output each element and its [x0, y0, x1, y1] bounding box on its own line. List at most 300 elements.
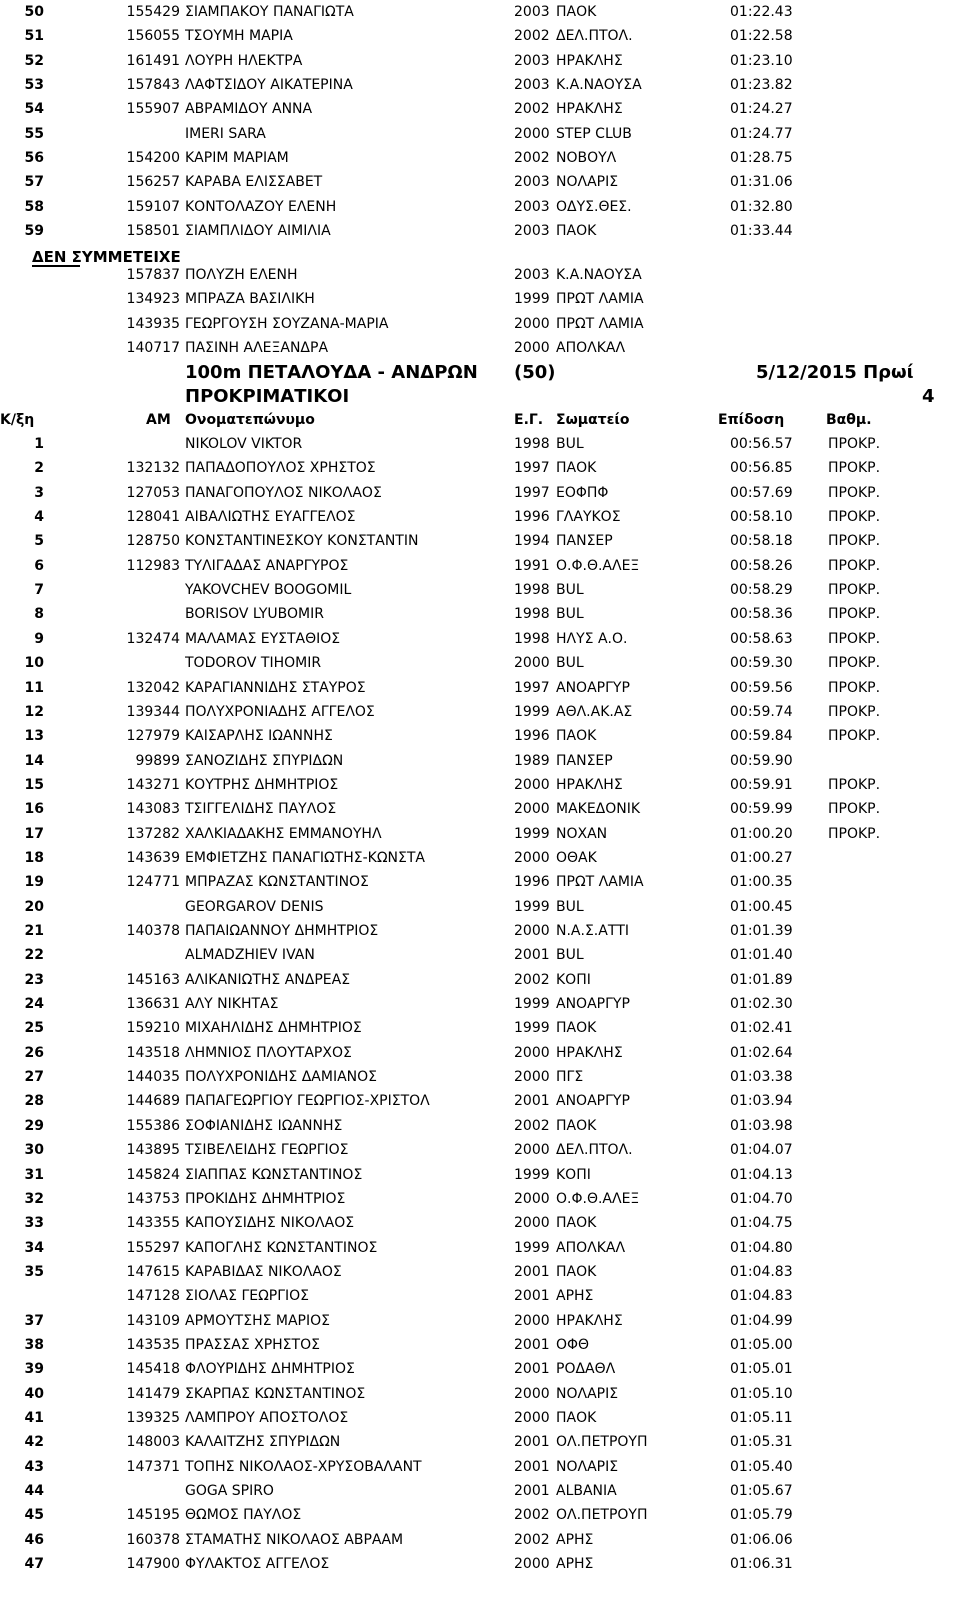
cell-time: 01:04.70 — [730, 1190, 793, 1207]
cell-time: 01:03.94 — [730, 1093, 793, 1110]
cell-club: ΗΡΑΚΛΗΣ — [556, 1044, 623, 1061]
table-row — [0, 24, 960, 48]
cell-rank: 28 — [24, 1093, 44, 1110]
cell-time: 01:03.98 — [730, 1117, 793, 1134]
cell-am: 136631 — [126, 996, 180, 1013]
cell-name: TODOROV TIHOMIR — [185, 655, 322, 672]
cell-club: ΗΛΥΣ Α.Ο. — [556, 630, 628, 647]
table-row — [0, 870, 960, 894]
cell-name: ΣΙΟΛΑΣ ΓΕΩΡΓΙΟΣ — [185, 1288, 310, 1305]
cell-year: 2003 — [514, 267, 550, 283]
cell-name: ΚΑΡΙΜ ΜΑΡΙΑΜ — [185, 150, 289, 167]
cell-rank: 8 — [34, 606, 44, 623]
cell-am: 147615 — [126, 1263, 180, 1280]
cell-time: 00:59.74 — [730, 703, 793, 720]
cell-rank: 53 — [24, 77, 44, 94]
cell-year: 2000 — [514, 315, 550, 332]
cell-name: ΜΠΡΑΖΑΣ ΚΩΝΣΤΑΝΤΙΝΟΣ — [185, 874, 369, 891]
cell-am: 147900 — [126, 1556, 180, 1573]
cell-am: 147128 — [126, 1288, 180, 1305]
cell-qual: ΠΡΟΚΡ. — [828, 484, 881, 501]
cell-club: ΑΡΗΣ — [556, 1556, 594, 1573]
cell-year: 2003 — [514, 4, 550, 20]
event-session: 4 — [922, 386, 935, 407]
cell-year: 2001 — [514, 1361, 550, 1378]
cell-name: ΚΑΠΟΥΣΙΔΗΣ ΝΙΚΟΛΑΟΣ — [185, 1215, 355, 1232]
cell-rank: 59 — [24, 223, 44, 240]
cell-time: 01:00.20 — [730, 825, 793, 842]
table-row — [0, 943, 960, 967]
cell-name: ΜΑΛΑΜΑΣ ΕΥΣΤΑΘΙΟΣ — [185, 630, 341, 647]
cell-qual: ΠΡΟΚΡ. — [828, 801, 881, 818]
cell-name: ΑΛΥ ΝΙΚΗΤΑΣ — [185, 996, 279, 1013]
cell-name: ΚΑΡΑΒΑ ΕΛΙΣΣΑΒΕΤ — [185, 174, 323, 191]
cell-time: 01:05.01 — [730, 1361, 793, 1378]
table-row — [0, 1357, 960, 1381]
cell-club: ΑΡΗΣ — [556, 1531, 594, 1548]
cell-time: 01:00.27 — [730, 849, 793, 866]
table-row — [0, 432, 960, 456]
event-stage: ΠΡΟΚΡΙΜΑΤΙΚΟΙ — [185, 386, 350, 407]
cell-name: GEORGAROV DENIS — [185, 898, 324, 915]
table-row — [0, 1114, 960, 1138]
cell-rank: 32 — [24, 1190, 44, 1207]
cell-club: ΑΝΟΑΡΓΥΡ — [556, 679, 630, 696]
table-row — [0, 627, 960, 651]
cell-am: 143753 — [126, 1190, 180, 1207]
cell-am: 155297 — [126, 1239, 180, 1256]
cell-name: ΦΛΟΥΡΙΔΗΣ ΔΗΜΗΤΡΙΟΣ — [185, 1361, 355, 1378]
table-row — [0, 1552, 960, 1576]
cell-time: 00:59.30 — [730, 655, 793, 672]
cell-am: 154200 — [126, 150, 180, 167]
cell-name: ΣΑΝΟΖΙΔΗΣ ΣΠΥΡΙΔΩΝ — [185, 752, 344, 769]
cell-year: 2000 — [514, 1044, 550, 1061]
cell-time: 01:04.83 — [730, 1288, 793, 1305]
cell-name: ΠΑΣΙΝΗ ΑΛΕΞΑΝΔΡΑ — [185, 340, 329, 357]
table-row — [0, 992, 960, 1016]
cell-club: Ο.Φ.Θ.ΑΛΕΞ — [556, 1190, 640, 1207]
cell-qual: ΠΡΟΚΡ. — [828, 557, 881, 574]
cell-am: 112983 — [126, 557, 180, 574]
cell-club: ΠΑΟΚ — [556, 1215, 597, 1232]
cell-name: ΠΟΛΥΧΡΟΝΙΔΗΣ ΔΑΜΙΑΝΟΣ — [185, 1069, 378, 1086]
cell-time: 01:05.79 — [730, 1507, 793, 1524]
cell-name: ALMADZHIEV IVAN — [185, 947, 315, 964]
cell-year: 2003 — [514, 174, 550, 191]
cell-year: 1999 — [514, 703, 550, 720]
table-row — [0, 1187, 960, 1211]
cell-am: 156257 — [126, 174, 180, 191]
table-row — [0, 1163, 960, 1187]
cell-am: 158501 — [126, 223, 180, 240]
cell-club: ALBANIA — [556, 1483, 617, 1500]
cell-year: 2000 — [514, 1385, 550, 1402]
table-row — [0, 1382, 960, 1406]
cell-year: 2002 — [514, 971, 550, 988]
cell-name: ΠΑΠΑΔΟΠΟΥΛΟΣ ΧΡΗΣΤΟΣ — [185, 460, 376, 477]
cell-am: 132042 — [126, 679, 180, 696]
cell-am: 143895 — [126, 1142, 180, 1159]
cell-qual: ΠΡΟΚΡ. — [828, 703, 881, 720]
cell-name: ΑΙΒΑΛΙΩΤΗΣ ΕΥΑΓΓΕΛΟΣ — [185, 509, 356, 526]
cell-am: 99899 — [135, 752, 180, 769]
cell-time: 01:06.31 — [730, 1556, 793, 1573]
cell-club: ΕΟΦΠΦ — [556, 484, 609, 501]
cell-time: 01:24.27 — [730, 101, 793, 118]
cell-year: 2000 — [514, 1142, 550, 1159]
cell-time: 01:33.44 — [730, 223, 793, 240]
cell-am: 159210 — [126, 1020, 180, 1037]
cell-club: ΑΘΛ.ΑΚ.ΑΣ — [556, 703, 633, 720]
cell-club: ΠΡΩΤ ΛΑΜΙΑ — [556, 315, 644, 332]
cell-year: 1998 — [514, 436, 550, 452]
cell-club: ΠΑΟΚ — [556, 1263, 597, 1280]
cell-rank: 35 — [24, 1263, 44, 1280]
cell-time: 00:58.26 — [730, 557, 793, 574]
table-row — [0, 895, 960, 919]
header-name: Ονοματεπώνυμο — [185, 412, 315, 428]
cell-qual: ΠΡΟΚΡ. — [828, 825, 881, 842]
cell-rank: 21 — [24, 923, 44, 939]
table-row — [0, 1528, 960, 1552]
cell-name: ΚΑΡΑΒΙΔΑΣ ΝΙΚΟΛΑΟΣ — [185, 1263, 342, 1280]
table-row — [0, 1430, 960, 1454]
table-row — [0, 846, 960, 870]
table-row — [0, 1260, 960, 1284]
cell-time: 01:01.89 — [730, 971, 793, 988]
table-row — [0, 1333, 960, 1357]
cell-name: ΚΑΛΑΙΤΖΗΣ ΣΠΥΡΙΔΩΝ — [185, 1434, 341, 1451]
header-time: Επίδοση — [718, 412, 785, 428]
table-row — [0, 505, 960, 529]
cell-club: ΝΟΧΑΝ — [556, 825, 608, 842]
cell-rank: 58 — [24, 198, 44, 215]
cell-year: 2002 — [514, 101, 550, 118]
cell-year: 2000 — [514, 1410, 550, 1426]
table-row — [0, 287, 960, 311]
cell-time: 01:04.75 — [730, 1215, 793, 1232]
cell-time: 00:59.84 — [730, 728, 793, 745]
cell-club: ΗΡΑΚΛΗΣ — [556, 101, 623, 118]
cell-rank: 37 — [24, 1312, 44, 1329]
table-row — [0, 1089, 960, 1113]
cell-time: 01:05.31 — [730, 1434, 793, 1451]
table-row — [0, 195, 960, 219]
cell-rank: 38 — [24, 1336, 44, 1353]
cell-rank: 22 — [24, 947, 44, 964]
cell-name: ΑΡΜΟΥΤΣΗΣ ΜΑΡΙΟΣ — [185, 1312, 330, 1329]
cell-rank: 3 — [34, 484, 44, 501]
cell-rank: 40 — [24, 1385, 44, 1402]
cell-rank: 11 — [24, 679, 44, 696]
cell-rank: 15 — [24, 776, 44, 793]
cell-am: 143271 — [126, 776, 180, 793]
cell-time: 00:58.29 — [730, 582, 793, 599]
cell-time: 01:02.41 — [730, 1020, 793, 1037]
table-row — [0, 749, 960, 773]
cell-year: 1999 — [514, 996, 550, 1013]
cell-rank: 46 — [24, 1531, 44, 1548]
cell-am: 145418 — [126, 1361, 180, 1378]
cell-name: ΛΗΜΝΙΟΣ ΠΛΟΥΤΑΡΧΟΣ — [185, 1044, 352, 1061]
dns-section-label: ΔΕΝ ΣΥΜΜΕΤΕΙΧΕ — [32, 248, 181, 266]
cell-club: ΠΑΝΣΕΡ — [556, 752, 613, 769]
cell-club: ΑΝΟΑΡΓΥΡ — [556, 996, 630, 1013]
cell-club: BUL — [556, 606, 584, 623]
event-title: 100m ΠΕΤΑΛΟΥΔΑ - ΑΝΔΡΩΝ — [185, 362, 478, 383]
cell-qual: ΠΡΟΚΡ. — [828, 630, 881, 647]
cell-year: 2001 — [514, 947, 550, 964]
cell-qual: ΠΡΟΚΡ. — [828, 460, 881, 477]
cell-time: 01:01.39 — [730, 923, 793, 939]
cell-rank: 44 — [24, 1483, 44, 1500]
cell-rank: 26 — [24, 1044, 44, 1061]
cell-am: 132132 — [126, 460, 180, 477]
cell-name: ΚΑΙΣΑΡΛΗΣ ΙΩΑΝΝΗΣ — [185, 728, 333, 745]
cell-name: ΣΚΑΡΠΑΣ ΚΩΝΣΤΑΝΤΙΝΟΣ — [185, 1385, 366, 1402]
cell-time: 00:56.85 — [730, 460, 793, 477]
cell-am: 127053 — [126, 484, 180, 501]
cell-name: ΚΟΥΤΡΗΣ ΔΗΜΗΤΡΙΟΣ — [185, 776, 339, 793]
cell-name: ΠΑΝΑΓΟΠΟΥΛΟΣ ΝΙΚΟΛΑΟΣ — [185, 484, 382, 501]
cell-year: 1996 — [514, 509, 550, 526]
table-row — [0, 49, 960, 73]
cell-am: 132474 — [126, 630, 180, 647]
cell-year: 1998 — [514, 606, 550, 623]
cell-year: 2001 — [514, 1336, 550, 1353]
table-row — [0, 456, 960, 480]
table-row — [0, 97, 960, 121]
cell-club: ΗΡΑΚΛΗΣ — [556, 776, 623, 793]
cell-year: 1998 — [514, 582, 550, 599]
cell-name: ΘΩΜΟΣ ΠΑΥΛΟΣ — [185, 1507, 302, 1524]
cell-time: 01:05.00 — [730, 1336, 793, 1353]
cell-time: 01:00.35 — [730, 874, 793, 891]
cell-name: ΣΙΑΠΠΑΣ ΚΩΝΣΤΑΝΤΙΝΟΣ — [185, 1166, 363, 1183]
table-row — [0, 336, 960, 360]
cell-rank: 23 — [24, 971, 44, 988]
cell-club: ΑΠΟΛΚΑΛ — [556, 340, 626, 357]
cell-name: ΑΒΡΑΜΙΔΟΥ ΑΝΝΑ — [185, 101, 313, 118]
cell-name: ΣΟΦΙΑΝΙΔΗΣ ΙΩΑΝΝΗΣ — [185, 1117, 343, 1134]
cell-club: ΟΘΑΚ — [556, 849, 597, 866]
cell-year: 1997 — [514, 484, 550, 501]
cell-club: ΑΠΟΛΚΑΛ — [556, 1239, 626, 1256]
cell-time: 01:04.99 — [730, 1312, 793, 1329]
cell-am: 143518 — [126, 1044, 180, 1061]
cell-time: 01:05.40 — [730, 1458, 793, 1475]
cell-time: 01:32.80 — [730, 198, 793, 215]
cell-time: 01:04.13 — [730, 1166, 793, 1183]
cell-name: ΚΑΡΑΓΙΑΝΝΙΔΗΣ ΣΤΑΥΡΟΣ — [185, 679, 366, 696]
cell-am: 124771 — [126, 874, 180, 891]
cell-name: ΚΟΝΣΤΑΝΤΙΝΕΣΚΟΥ ΚΟΝΣΤΑΝΤΙΝ — [185, 533, 419, 550]
cell-name: ΤΣΙΒΕΛΕΙΔΗΣ ΓΕΩΡΓΙΟΣ — [185, 1142, 349, 1159]
cell-qual: ΠΡΟΚΡ. — [828, 533, 881, 550]
table-row — [0, 1065, 960, 1089]
cell-time: 01:23.82 — [730, 77, 793, 94]
cell-club: BUL — [556, 436, 584, 452]
cell-time: 01:04.80 — [730, 1239, 793, 1256]
cell-rank: 47 — [24, 1556, 44, 1573]
cell-name: ΚΑΠΟΓΛΗΣ ΚΩΝΣΤΑΝΤΙΝΟΣ — [185, 1239, 378, 1256]
cell-year: 2000 — [514, 1215, 550, 1232]
cell-club: ΟΛ.ΠΕΤΡΟΥΠ — [556, 1507, 648, 1524]
table-row — [0, 263, 960, 287]
cell-time: 00:57.69 — [730, 484, 793, 501]
cell-club: ΑΡΗΣ — [556, 1288, 594, 1305]
cell-am: 128041 — [126, 509, 180, 526]
table-row — [0, 0, 960, 24]
cell-club: BUL — [556, 947, 584, 964]
table-row — [0, 1041, 960, 1065]
cell-time: 01:05.67 — [730, 1483, 793, 1500]
cell-club: ΜΑΚΕΔΟΝΙΚ — [556, 801, 641, 818]
cell-am: 161491 — [126, 52, 180, 69]
table-row — [0, 578, 960, 602]
cell-club: ΚΟΠΙ — [556, 971, 591, 988]
cell-name: GOGA SPIRO — [185, 1483, 274, 1500]
cell-name: ΤΟΠΗΣ ΝΙΚΟΛΑΟΣ-ΧΡΥΣΟΒΑΛΑΝΤ — [185, 1458, 422, 1475]
cell-time: 01:00.45 — [730, 898, 793, 915]
cell-year: 2001 — [514, 1434, 550, 1451]
cell-club: ΠΡΩΤ ΛΑΜΙΑ — [556, 874, 644, 891]
table-row — [0, 1455, 960, 1479]
cell-year: 2002 — [514, 1507, 550, 1524]
cell-name: ΠΡΟΚΙΔΗΣ ΔΗΜΗΤΡΙΟΣ — [185, 1190, 346, 1207]
header-year: Ε.Γ. — [514, 412, 544, 428]
cell-rank: 55 — [24, 125, 44, 142]
cell-name: ΠΟΛΥΖΗ ΕΛΕΝΗ — [185, 267, 298, 283]
cell-time: 01:01.40 — [730, 947, 793, 964]
cell-name: ΣΤΑΜΑΤΗΣ ΝΙΚΟΛΑΟΣ ΑΒΡΑΑΜ — [185, 1531, 404, 1548]
cell-year: 2002 — [514, 1117, 550, 1134]
cell-name: ΣΙΑΜΠΑΚΟΥ ΠΑΝΑΓΙΩΤΑ — [185, 4, 354, 20]
cell-year: 2000 — [514, 340, 550, 357]
cell-name: IMERI SARA — [185, 125, 266, 142]
cell-rank: 30 — [24, 1142, 44, 1159]
table-row — [0, 1138, 960, 1162]
cell-rank: 16 — [24, 801, 44, 818]
table-row — [0, 1211, 960, 1235]
cell-rank: 29 — [24, 1117, 44, 1134]
cell-am: 160378 — [126, 1531, 180, 1548]
cell-club: ΠΑΝΣΕΡ — [556, 533, 613, 550]
cell-am: 157837 — [126, 267, 180, 283]
cell-club: ΝΟΛΑΡΙΣ — [556, 1458, 619, 1475]
cell-am: 159107 — [126, 198, 180, 215]
cell-am: 155386 — [126, 1117, 180, 1134]
cell-name: ΕΜΦΙΕΤΖΗΣ ΠΑΝΑΓΙΩΤΗΣ-ΚΩΝΣΤΑ — [185, 849, 425, 866]
cell-am: 127979 — [126, 728, 180, 745]
cell-year: 2000 — [514, 801, 550, 818]
cell-year: 2000 — [514, 923, 550, 939]
cell-am: 148003 — [126, 1434, 180, 1451]
cell-am: 141479 — [126, 1385, 180, 1402]
cell-year: 2002 — [514, 1531, 550, 1548]
cell-year: 2000 — [514, 849, 550, 866]
cell-time: 00:59.99 — [730, 801, 793, 818]
cell-name: ΚΟΝΤΟΛΑΖΟΥ ΕΛΕΝΗ — [185, 198, 337, 215]
cell-year: 2003 — [514, 77, 550, 94]
table-row — [0, 602, 960, 626]
cell-club: Ο.Φ.Θ.ΑΛΕΞ — [556, 557, 640, 574]
cell-time: 01:23.10 — [730, 52, 793, 69]
cell-qual: ΠΡΟΚΡ. — [828, 776, 881, 793]
cell-time: 01:05.10 — [730, 1385, 793, 1402]
cell-name: ΑΛΙΚΑΝΙΩΤΗΣ ΑΝΔΡΕΑΣ — [185, 971, 351, 988]
cell-club: BUL — [556, 898, 584, 915]
cell-year: 2000 — [514, 655, 550, 672]
table-row — [0, 529, 960, 553]
cell-time: 01:22.43 — [730, 4, 793, 20]
cell-club: BUL — [556, 655, 584, 672]
cell-name: ΜΠΡΑΖΑ ΒΑΣΙΛΙΚΗ — [185, 291, 315, 308]
cell-rank: 13 — [24, 728, 44, 745]
cell-year: 1989 — [514, 752, 550, 769]
cell-name: BORISOV LYUBOMIR — [185, 606, 324, 623]
cell-am: 155907 — [126, 101, 180, 118]
cell-time: 01:03.38 — [730, 1069, 793, 1086]
cell-am: 139325 — [126, 1410, 180, 1426]
cell-rank: 7 — [34, 582, 44, 599]
table-row — [0, 724, 960, 748]
cell-rank: 5 — [34, 533, 44, 550]
cell-rank: 52 — [24, 52, 44, 69]
cell-year: 1997 — [514, 460, 550, 477]
cell-club: ΠΑΟΚ — [556, 728, 597, 745]
cell-time: 01:06.06 — [730, 1531, 793, 1548]
table-row — [0, 219, 960, 243]
cell-rank: 54 — [24, 101, 44, 118]
cell-club: Ν.Α.Σ.ΑΤΤΙ — [556, 923, 630, 939]
table-row — [0, 822, 960, 846]
cell-time: 00:58.10 — [730, 509, 793, 526]
cell-rank: 51 — [24, 28, 44, 45]
cell-am: 157843 — [126, 77, 180, 94]
cell-year: 2002 — [514, 28, 550, 45]
table-row — [0, 700, 960, 724]
cell-rank: 34 — [24, 1239, 44, 1256]
table-row — [0, 481, 960, 505]
cell-am: 156055 — [126, 28, 180, 45]
table-row — [0, 797, 960, 821]
cell-year: 2003 — [514, 52, 550, 69]
cell-qual: ΠΡΟΚΡ. — [828, 606, 881, 623]
cell-club: ΗΡΑΚΛΗΣ — [556, 52, 623, 69]
cell-year: 2003 — [514, 198, 550, 215]
cell-am: 145824 — [126, 1166, 180, 1183]
cell-am: 155429 — [126, 4, 180, 20]
cell-rank: 10 — [24, 655, 44, 672]
cell-club: ΔΕΛ.ΠΤΟΛ. — [556, 1142, 633, 1159]
cell-name: ΠΡΑΣΣΑΣ ΧΡΗΣΤΟΣ — [185, 1336, 320, 1353]
cell-club: Κ.Α.ΝΑΟΥΣΑ — [556, 267, 642, 283]
cell-club: BUL — [556, 582, 584, 599]
cell-year: 1999 — [514, 898, 550, 915]
cell-club: ΗΡΑΚΛΗΣ — [556, 1312, 623, 1329]
cell-name: ΜΙΧΑΗΛΙΔΗΣ ΔΗΜΗΤΡΙΟΣ — [185, 1020, 362, 1037]
table-row — [0, 1406, 960, 1430]
table-row — [0, 651, 960, 675]
cell-am: 140378 — [126, 923, 180, 939]
cell-am: 139344 — [126, 703, 180, 720]
cell-time: 00:59.91 — [730, 776, 793, 793]
cell-year: 1998 — [514, 630, 550, 647]
cell-am: 144689 — [126, 1093, 180, 1110]
cell-time: 00:59.56 — [730, 679, 793, 696]
